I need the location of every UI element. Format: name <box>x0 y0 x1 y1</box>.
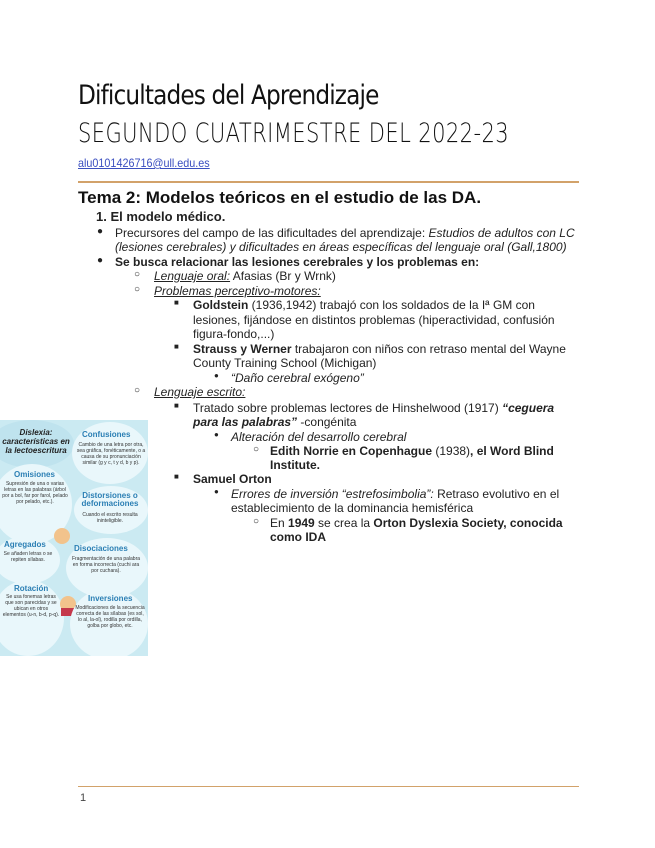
item-goldstein: Goldstein (1936,1942) trabajó con los soldados de la Iª GM con <box>193 298 535 312</box>
bullet-icon: ● <box>97 226 104 237</box>
item-orton-society: En 1949 se crea la Orton Dyslexia Society, conocida <box>270 516 563 530</box>
confusiones-text: Cambio de una letra por otra, sea gráfica, fonéticamente, o a causa de su pronunciación similar (g y c, t y d, b y p). <box>76 442 146 466</box>
omisiones-text: Supresión de una o varias letras en las palabras (árbol por a bol, far por farol, pelado por pelado, etc.). <box>2 481 68 505</box>
item-strauss-werner-cont: County Training School (Michigan) <box>193 356 377 370</box>
infographic-title: Dislexia: características en la lectoescritura <box>2 428 70 455</box>
disociaciones-heading: Disociaciones <box>74 544 128 553</box>
circle-bullet-icon: ○ <box>134 269 141 280</box>
section-heading: Tema 2: Modelos teóricos en el estudio de las DA. <box>78 188 482 207</box>
bullet-icon: ● <box>214 371 219 380</box>
dyslexia-infographic <box>0 420 148 656</box>
item-alteracion: Alteración del desarrollo cerebral <box>231 430 407 444</box>
item-goldstein-cont: lesiones, fijándose en distintos problemas (hiperactividad, confusión <box>193 313 555 327</box>
document-subtitle: SEGUNDO CUATRIMESTRE DEL 2022-23 <box>78 118 510 149</box>
bullet-icon: ● <box>214 487 219 496</box>
item-samuel-orton: Samuel Orton <box>193 472 272 486</box>
item-errores-inversion-cont: establecimiento de la dominancia hemisférica <box>231 501 474 515</box>
child-illustration-icon <box>54 528 70 544</box>
item-orton-society-cont: como IDA <box>270 530 327 544</box>
rotacion-heading: Rotación <box>14 584 49 593</box>
circle-bullet-icon: ○ <box>134 385 141 396</box>
rotacion-text: Se usa fonemas letras que son parecidas y se ubican en otros elementos (u-n, b-d, p-q). <box>2 594 60 618</box>
item-hinshelwood-cont: para las palabras” -congénita <box>193 415 357 429</box>
list-item-modelo-medico: 1. El modelo médico. <box>96 209 226 224</box>
item-hinshelwood: Tratado sobre problemas lectores de Hinshelwood (1917) “ceguera <box>193 401 555 415</box>
item-edith-norrie-cont: Institute. <box>270 458 320 472</box>
footer-divider <box>78 786 579 787</box>
square-bullet-icon: ■ <box>174 342 179 351</box>
bullet-icon: ● <box>97 255 104 266</box>
agregados-heading: Agregados <box>4 540 46 549</box>
item-edith-norrie: Edith Norrie en Copenhague (1938), el Word Blind <box>270 444 554 458</box>
circle-bullet-icon: ○ <box>134 284 141 295</box>
circle-bullet-icon: ○ <box>253 516 260 527</box>
item-dano-cerebral: “Daño cerebral exógeno” <box>231 371 364 385</box>
square-bullet-icon: ■ <box>174 472 179 481</box>
item-strauss-werner: Strauss y Werner trabajaron con niños con retraso mental del Wayne <box>193 342 566 356</box>
header-divider <box>78 181 579 183</box>
email-link[interactable]: alu0101426716@ull.edu.es <box>78 156 210 170</box>
item-problemas-perceptivo: Problemas perceptivo-motores: <box>154 284 321 298</box>
item-goldstein-cont2: figura-fondo,...) <box>193 327 275 341</box>
inversiones-heading: Inversiones <box>88 594 133 603</box>
paragraph-precursores-cont: (lesiones cerebrales) y dificultades en áreas específicas del lenguaje oral (Gall,1800) <box>115 240 567 254</box>
paragraph-precursores: Precursores del campo de las dificultades del aprendizaje: Estudios de adultos con LC <box>115 226 575 240</box>
square-bullet-icon: ■ <box>174 401 179 410</box>
omisiones-heading: Omisiones <box>14 470 55 479</box>
page-number: 1 <box>80 792 87 804</box>
inversiones-text: Modificaciones de la secuencia correcta de las sílabas (es sol, lo al, la-ol), rodilla por ordilla, golba por globo, etc. <box>75 605 145 629</box>
item-lenguaje-escrito: Lenguaje escrito: <box>154 385 246 399</box>
square-bullet-icon: ■ <box>174 298 179 307</box>
document-title: Dificultades del Aprendizaje <box>78 80 379 111</box>
item-lenguaje-oral: Lenguaje oral: Afasias (Br y Wrnk) <box>154 269 336 283</box>
confusiones-heading: Confusiones <box>82 430 131 439</box>
distorsiones-text: Cuando el escrito resulta ininteligible. <box>82 512 138 524</box>
disociaciones-text: Fragmentación de una palabra en forma incorrecta (cuchi ara por cuchara). <box>71 556 141 574</box>
agregados-text: Se añaden letras o se repiten sílabas. <box>3 551 53 563</box>
distorsiones-heading: Distorsiones o deformaciones <box>81 491 139 508</box>
circle-bullet-icon: ○ <box>253 444 260 455</box>
item-errores-inversion: Errores de inversión “estrefosimbolia”: Retraso evolutivo en el <box>231 487 560 501</box>
paragraph-relacionar: Se busca relacionar las lesiones cerebrales y los problemas en: <box>115 255 480 269</box>
bullet-icon: ● <box>214 430 219 439</box>
